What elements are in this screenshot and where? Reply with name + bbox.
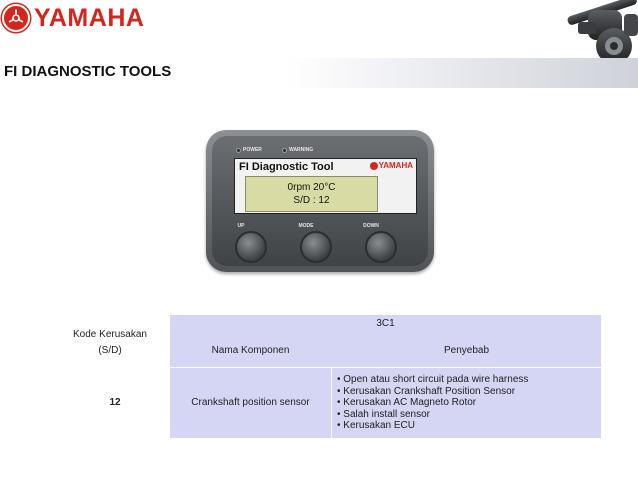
screen-brand-name: YAMAHA	[378, 161, 413, 170]
page-title: FI DIAGNOSTIC TOOLS	[4, 63, 172, 80]
power-led-icon	[236, 148, 241, 153]
screen-title: FI Diagnostic Tool	[239, 161, 334, 173]
tuning-fork-emblem-icon	[370, 162, 378, 170]
lcd-display	[245, 176, 378, 212]
list-item: • Kerusakan Crankshaft Position Sensor	[337, 385, 516, 397]
cause-list	[337, 374, 528, 432]
warning-indicator-label: WARNING	[289, 147, 314, 153]
brand-name: YAMAHA	[34, 3, 145, 32]
lcd-line-sd-code: S/D : 12	[293, 195, 330, 206]
power-indicator	[236, 147, 262, 153]
list-item: • Salah install sensor	[337, 408, 430, 420]
up-button-label: UP	[237, 223, 245, 229]
screen-brand	[370, 161, 413, 170]
list-item: • Open atau short circuit pada wire harness	[337, 374, 529, 385]
power-indicator-label: POWER	[243, 147, 262, 153]
list-item: • Kerusakan ECU	[337, 420, 415, 431]
row-header-line2: (S/D)	[98, 345, 122, 356]
diagnostic-tool-device	[206, 130, 434, 272]
warning-led-icon	[282, 148, 287, 153]
list-item: • Kerusakan AC Magneto Rotor	[337, 397, 477, 408]
down-button-label: DOWN	[363, 223, 379, 229]
row-header	[50, 327, 170, 359]
column-header-component: Nama Komponen	[211, 345, 290, 356]
component-name: Crankshaft position sensor	[191, 397, 310, 408]
error-code-header: 3C1	[376, 318, 395, 329]
mode-button-label: MODE	[298, 223, 314, 229]
lcd-line-rpm-temp: 0rpm 20°C	[287, 182, 336, 193]
brand-logo	[2, 4, 144, 32]
sd-code-value: 12	[109, 397, 121, 408]
device-screen	[234, 158, 417, 214]
warning-indicator	[282, 147, 313, 153]
header	[0, 0, 638, 95]
down-button[interactable]	[365, 231, 397, 263]
tuning-fork-emblem-icon	[2, 4, 30, 32]
up-button[interactable]	[235, 231, 267, 263]
mode-button[interactable]	[300, 231, 332, 263]
device-face	[212, 136, 428, 266]
column-header-cause: Penyebab	[443, 345, 490, 356]
row-header-line1: Kode Kerusakan	[73, 329, 147, 340]
